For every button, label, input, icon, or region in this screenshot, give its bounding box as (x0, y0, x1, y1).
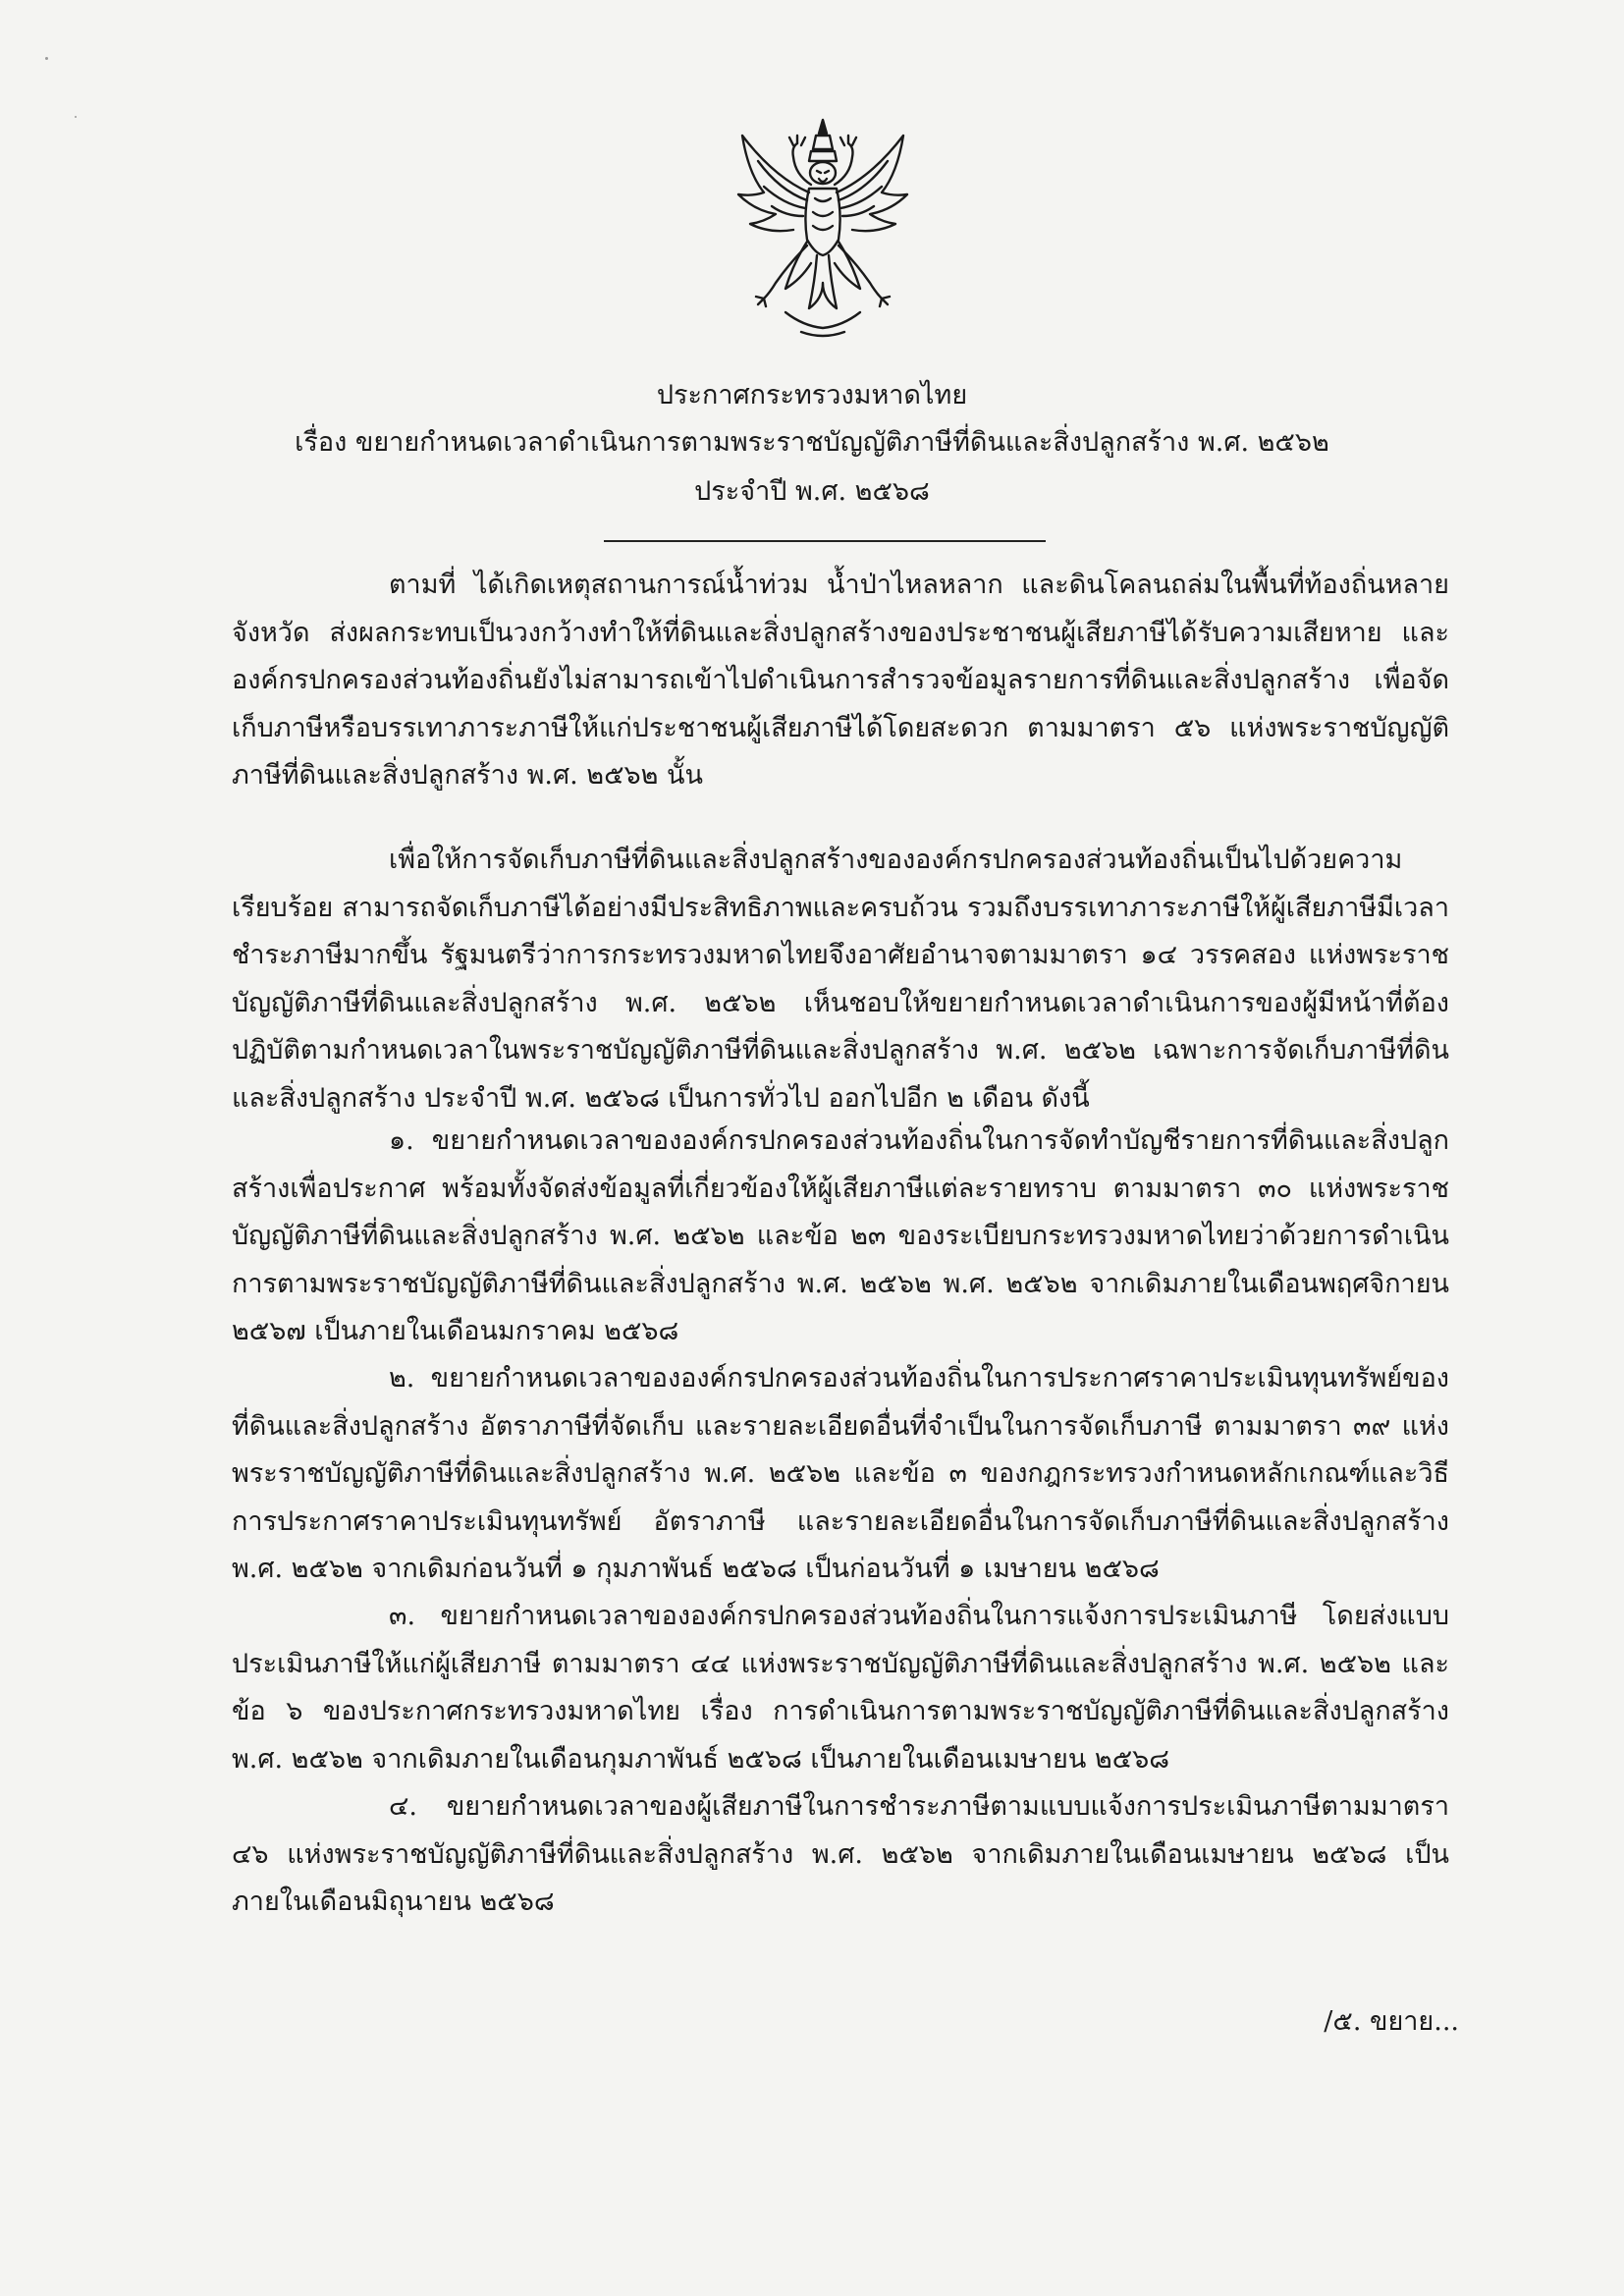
clause-text: ๒. ขยายกำหนดเวลาขององค์กรปกครองส่วนท้องถิ่นในการประกาศราคาประเมินทุนทรัพย์ของที่ดินและสิ่งปลูกสร้าง อัตราภาษีที่จัดเก็บ และรายละเอียดอื่นที่จำเป็นในการจัดเก็บภาษี ตามมาตรา ๓๙ แห่งพระราชบัญญัติภาษีที่ดินและสิ่งปลูกสร้าง พ.ศ. ๒๕๖๒ และข้อ ๓ ของกฎกระทรวงกำหนดหลักเกณฑ์และวิธีการประกาศราคาประเมินทุนทรัพย์ อัตราภาษี และรายละเอียดอื่นในการจัดเก็บภาษีที่ดินและสิ่งปลูกสร้าง พ.ศ. ๒๕๖๒ จากเดิมก่อนวันที่ ๑ กุมภาพันธ์ ๒๕๖๘ เป็นก่อนวันที่ ๑ เมษายน ๒๕๖๘ (232, 1363, 1449, 1584)
scan-speck (45, 57, 48, 60)
preamble-paragraph (232, 562, 1449, 800)
garuda-emblem-icon (725, 116, 921, 342)
document-year: ประจำปี พ.ศ. ๒๕๖๘ (694, 476, 930, 507)
document-title: ประกาศกระทรวงมหาดไทย (656, 380, 968, 410)
authority-paragraph (232, 837, 1449, 1122)
clause-3 (232, 1593, 1449, 1783)
clause-text: ๑. ขยายกำหนดเวลาขององค์กรปกครองส่วนท้องถิ่นในการจัดทำบัญชีรายการที่ดินและสิ่งปลูกสร้างเพื่อประกาศ พร้อมทั้งจัดส่งข้อมูลที่เกี่ยวข้องให้ผู้เสียภาษีแต่ละรายทราบ ตามมาตรา ๓๐ แห่งพระราชบัญญัติภาษีที่ดินและสิ่งปลูกสร้าง พ.ศ. ๒๕๖๒ และข้อ ๒๓ ของระเบียบกระทรวงมหาดไทยว่าด้วยการดำเนินการตามพระราชบัญญัติภาษีที่ดินและสิ่งปลูกสร้าง พ.ศ. ๒๕๖๒ พ.ศ. ๒๕๖๒ จากเดิมภายในเดือนพฤศจิกายน ๒๕๖๗ เป็นภายในเดือนมกราคม ๒๕๖๘ (232, 1125, 1449, 1346)
document-subject: เรื่อง ขยายกำหนดเวลาดำเนินการตามพระราชบัญญัติภาษีที่ดินและสิ่งปลูกสร้าง พ.ศ. ๒๕๖๒ (295, 427, 1329, 458)
paragraph-text: เพื่อให้การจัดเก็บภาษีที่ดินและสิ่งปลูกสร้างขององค์กรปกครองส่วนท้องถิ่นเป็นไปด้วยความเรียบร้อย สามารถจัดเก็บภาษีได้อย่างมีประสิทธิภาพและครบถ้วน รวมถึงบรรเทาภาระภาษีให้ผู้เสียภาษีมีเวลาชำระภาษีมากขึ้น รัฐมนตรีว่าการกระทรวงมหาดไทยจึงอาศัยอำนาจตามมาตรา ๑๔ วรรคสอง แห่งพระราชบัญญัติภาษีที่ดินและสิ่งปลูกสร้าง พ.ศ. ๒๕๖๒ เห็นชอบให้ขยายกำหนดเวลาดำเนินการของผู้มีหน้าที่ต้องปฏิบัติตามกำหนดเวลาในพระราชบัญญัติภาษีที่ดินและสิ่งปลูกสร้าง พ.ศ. ๒๕๖๒ เฉพาะการจัดเก็บภาษีที่ดินและสิ่งปลูกสร้าง ประจำปี พ.ศ. ๒๕๖๘ เป็นการทั่วไป ออกไปอีก ๒ เดือน ดังนี้ (232, 845, 1449, 1114)
clause-text: ๔. ขยายกำหนดเวลาของผู้เสียภาษีในการชำระภาษีตามแบบแจ้งการประเมินภาษีตามมาตรา ๔๖ แห่งพระราชบัญญัติภาษีที่ดินและสิ่งปลูกสร้าง พ.ศ. ๒๕๖๒ จากเดิมภายในเดือนเมษายน ๒๕๖๘ เป็นภายในเดือนมิถุนายน ๒๕๖๘ (232, 1791, 1449, 1917)
clause-1 (232, 1118, 1449, 1356)
clause-2 (232, 1355, 1449, 1594)
clause-4 (232, 1783, 1449, 1927)
clause-text: ๓. ขยายกำหนดเวลาขององค์กรปกครองส่วนท้องถิ่นในการแจ้งการประเมินภาษี โดยส่งแบบประเมินภาษีให้แก่ผู้เสียภาษี ตามมาตรา ๔๔ แห่งพระราชบัญญัติภาษีที่ดินและสิ่งปลูกสร้าง พ.ศ. ๒๕๖๒ และข้อ ๖ ของประกาศกระทรวงมหาดไทย เรื่อง การดำเนินการตามพระราชบัญญัติภาษีที่ดินและสิ่งปลูกสร้าง พ.ศ. ๒๕๖๒ จากเดิมภายในเดือนกุมภาพันธ์ ๒๕๖๘ เป็นภายในเดือนเมษายน ๒๕๖๘ (232, 1601, 1449, 1775)
paragraph-text: ตามที่ ได้เกิดเหตุสถานการณ์น้ำท่วม น้ำป่าไหลหลาก และดินโคลนถล่มในพื้นที่ท้องถิ่นหลายจังหวัด ส่งผลกระทบเป็นวงกว้างทำให้ที่ดินและสิ่งปลูกสร้างของประชาชนผู้เสียภาษีได้รับความเสียหาย และองค์กรปกครองส่วนท้องถิ่นยังไม่สามารถเข้าไปดำเนินการสำรวจข้อมูลรายการที่ดินและสิ่งปลูกสร้าง เพื่อจัดเก็บภาษีหรือบรรเทาภาระภาษีให้แก่ประชาชนผู้เสียภาษีได้โดยสะดวก ตามมาตรา ๕๖ แห่งพระราชบัญญัติภาษีที่ดินและสิ่งปลูกสร้าง พ.ศ. ๒๕๖๒ นั้น (232, 570, 1449, 791)
page-continuation-note: /๕. ขยาย... (1324, 2006, 1459, 2037)
scan-speck (75, 116, 77, 118)
header-divider (604, 540, 1046, 542)
